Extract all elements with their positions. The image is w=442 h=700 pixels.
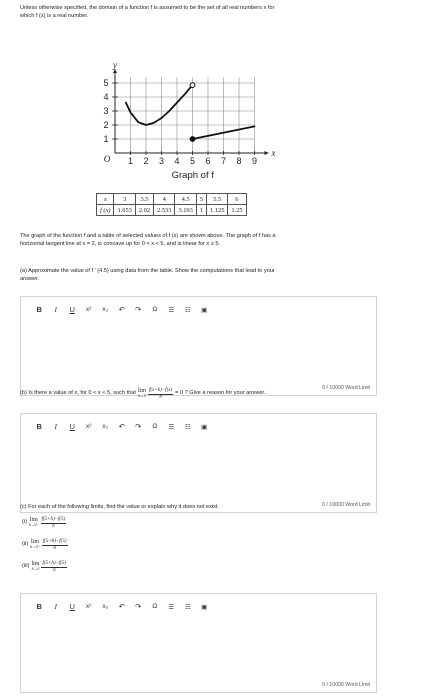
limit-subscript: h→0⁻ xyxy=(28,523,39,527)
graph-grid xyxy=(115,77,255,153)
limit-word: lim xyxy=(31,561,40,567)
omega-icon[interactable]: Ω xyxy=(152,603,158,610)
values-table xyxy=(96,193,247,216)
limit-word: lim xyxy=(29,517,38,523)
question-b-pre: (b) Is there a value of x, for 0 < x < 5, such that xyxy=(20,390,136,397)
undo-icon[interactable]: ↶ xyxy=(118,422,125,431)
x-tick-label: 4 xyxy=(174,156,180,166)
question-a-line-2: answer. xyxy=(20,276,40,282)
omega-icon[interactable]: Ω xyxy=(152,423,158,430)
y-tick-label: 4 xyxy=(103,92,109,102)
fraction-denominator: h xyxy=(53,567,56,573)
question-c-line-1: (c) For each of the following limits, find the value or explain why it does not exist. xyxy=(20,504,219,510)
bold-button[interactable]: B xyxy=(36,602,42,611)
table-row-x xyxy=(97,194,247,205)
bullet-list-icon[interactable]: ☷ xyxy=(184,306,191,314)
table-cell-x: 3.5 xyxy=(135,194,153,205)
x-tick-label: 7 xyxy=(220,156,227,166)
italic-button[interactable]: I xyxy=(54,422,57,431)
fraction-denominator: h xyxy=(53,545,56,551)
origin-label: O xyxy=(103,154,111,164)
table-cell-x: 5.5 xyxy=(207,194,228,205)
y-axis-label: y xyxy=(113,60,117,70)
fraction-denominator: h xyxy=(52,523,55,529)
x-tick-label: 3 xyxy=(158,156,165,166)
bold-button[interactable]: B xyxy=(36,305,42,314)
undo-icon[interactable]: ↶ xyxy=(118,602,125,611)
table-cell-fx: 1 xyxy=(196,205,206,216)
table-cell-x: 4 xyxy=(154,194,175,205)
underline-button[interactable]: U xyxy=(69,305,75,314)
y-tick-label: 5 xyxy=(103,78,109,88)
difference-quotient xyxy=(41,517,67,529)
limit-subscript: h→0 xyxy=(31,567,40,571)
ordered-list-icon[interactable]: ☰ xyxy=(168,603,175,611)
limit-item-label: (i) xyxy=(22,519,27,526)
intro-line-1: Unless otherwise specified, the domain of a function f is assumed to be the set of all real numbers x for xyxy=(20,5,275,11)
question-b xyxy=(20,388,265,400)
ordered-list-icon[interactable]: ☰ xyxy=(168,306,175,314)
editor-toolbar xyxy=(21,414,376,439)
editor-toolbar xyxy=(21,594,376,619)
table-cell-fx: 1.653 xyxy=(114,205,135,216)
table-cell-fx: 1.25 xyxy=(228,205,246,216)
limit-item xyxy=(22,517,66,529)
table-cell-x: 5 xyxy=(196,194,206,205)
x-axis-label: x xyxy=(271,148,276,158)
x-tick-label: 9 xyxy=(251,156,258,166)
undo-icon[interactable]: ↶ xyxy=(118,305,125,314)
table-cell-x: 4.5 xyxy=(175,194,196,205)
x-tick-label: 6 xyxy=(205,156,211,166)
table-cell-x: 3 xyxy=(114,194,135,205)
answer-editor-a[interactable] xyxy=(20,296,377,396)
table-cell-x: 6 xyxy=(228,194,246,205)
table-row-fx xyxy=(97,205,247,216)
superscript-button[interactable]: x² xyxy=(86,423,92,430)
limit-item xyxy=(22,561,67,573)
redo-icon[interactable]: ↷ xyxy=(135,422,142,431)
curve-segment xyxy=(126,85,193,125)
subscript-button[interactable]: x₂ xyxy=(102,306,109,313)
x-tick-label: 5 xyxy=(189,156,196,166)
limit-item xyxy=(22,539,68,551)
image-icon[interactable]: ▣ xyxy=(201,306,208,314)
italic-button[interactable]: I xyxy=(54,602,57,611)
fraction-numerator: f(5+h)−f(5) xyxy=(42,561,67,566)
y-tick-label: 2 xyxy=(103,120,109,130)
limit-subscript: h→0 xyxy=(138,394,146,398)
subscript-button[interactable]: x₂ xyxy=(102,423,109,430)
closed-point xyxy=(190,137,195,142)
limit-expression xyxy=(30,540,40,550)
limit-word: lim xyxy=(31,539,40,545)
redo-icon[interactable]: ↷ xyxy=(135,305,142,314)
superscript-button[interactable]: x² xyxy=(86,306,92,313)
italic-button[interactable]: I xyxy=(54,305,57,314)
limit-subscript: h→0⁺ xyxy=(30,545,40,549)
difference-quotient xyxy=(148,388,173,400)
fraction-numerator: f(x+h)−f(x) xyxy=(149,388,173,393)
bullet-list-icon[interactable]: ☷ xyxy=(184,603,191,611)
x-tick-label: 2 xyxy=(143,156,149,166)
word-limit: 0 / 10000 Word Limit xyxy=(322,502,370,508)
description-line-2: horizontal tangent line at x = 2, is concave up for 0 < x < 5, and is linear for x ≥ 5. xyxy=(20,241,221,247)
table-cell-fx: 2.533 xyxy=(154,205,175,216)
graph-title: Graph of f xyxy=(171,170,214,181)
table-header-x: x xyxy=(97,194,114,205)
superscript-button[interactable]: x² xyxy=(86,603,92,610)
image-icon[interactable]: ▣ xyxy=(201,423,208,431)
intro-line-2: which f (x) is a real number. xyxy=(20,13,89,19)
limit-word: lim xyxy=(137,388,146,394)
underline-button[interactable]: U xyxy=(69,422,75,431)
redo-icon[interactable]: ↷ xyxy=(135,602,142,611)
bold-button[interactable]: B xyxy=(36,422,42,431)
editor-toolbar xyxy=(21,297,376,322)
question-b-post: = 0 ? Give a reason for your answer. xyxy=(175,390,266,397)
table-cell-fx: 3.193 xyxy=(175,205,196,216)
limit-item-label: (iii) xyxy=(22,563,30,570)
limit-item-label: (ii) xyxy=(22,541,29,548)
x-tick-label: 1 xyxy=(127,156,134,166)
table-cell-fx: 1.125 xyxy=(207,205,228,216)
underline-button[interactable]: U xyxy=(69,602,75,611)
difference-quotient xyxy=(41,561,67,573)
word-limit: 0 / 10000 Word Limit xyxy=(322,385,370,391)
limit-expression xyxy=(29,518,39,528)
y-tick-label: 3 xyxy=(103,106,109,116)
word-limit: 0 / 10000 Word Limit xyxy=(322,682,370,688)
question-a-line-1: (a) Approximate the value of f ′ (4.5) using data from the table. Show the computations that lead to your xyxy=(20,268,275,274)
fraction-denominator: h xyxy=(159,394,162,400)
subscript-button[interactable]: x₂ xyxy=(102,603,109,610)
x-axis-arrow xyxy=(265,151,269,155)
bullet-list-icon[interactable]: ☷ xyxy=(184,423,191,431)
x-tick-label: 8 xyxy=(236,156,242,166)
difference-quotient xyxy=(42,539,68,551)
limit-expression xyxy=(138,389,146,399)
answer-editor-c[interactable] xyxy=(20,593,377,693)
y-tick-label: 1 xyxy=(103,134,109,144)
table-cell-fx: 2.02 xyxy=(135,205,153,216)
omega-icon[interactable]: Ω xyxy=(152,306,158,313)
ordered-list-icon[interactable]: ☰ xyxy=(168,423,175,431)
fraction-numerator: f(5+h)−f(5) xyxy=(42,539,67,544)
open-point xyxy=(190,83,195,88)
image-icon[interactable]: ▣ xyxy=(201,603,208,611)
limit-expression xyxy=(31,562,39,572)
description-line-1: The graph of the function f and a table of selected values of f (x) are shown above. The graph of f has a xyxy=(20,233,276,239)
function-graph xyxy=(0,0,442,190)
fraction-numerator: f(5+h)−f(5) xyxy=(41,517,66,522)
graph-axes xyxy=(113,69,269,155)
answer-editor-b[interactable] xyxy=(20,413,377,513)
table-header-fx: f (x) xyxy=(97,205,114,216)
